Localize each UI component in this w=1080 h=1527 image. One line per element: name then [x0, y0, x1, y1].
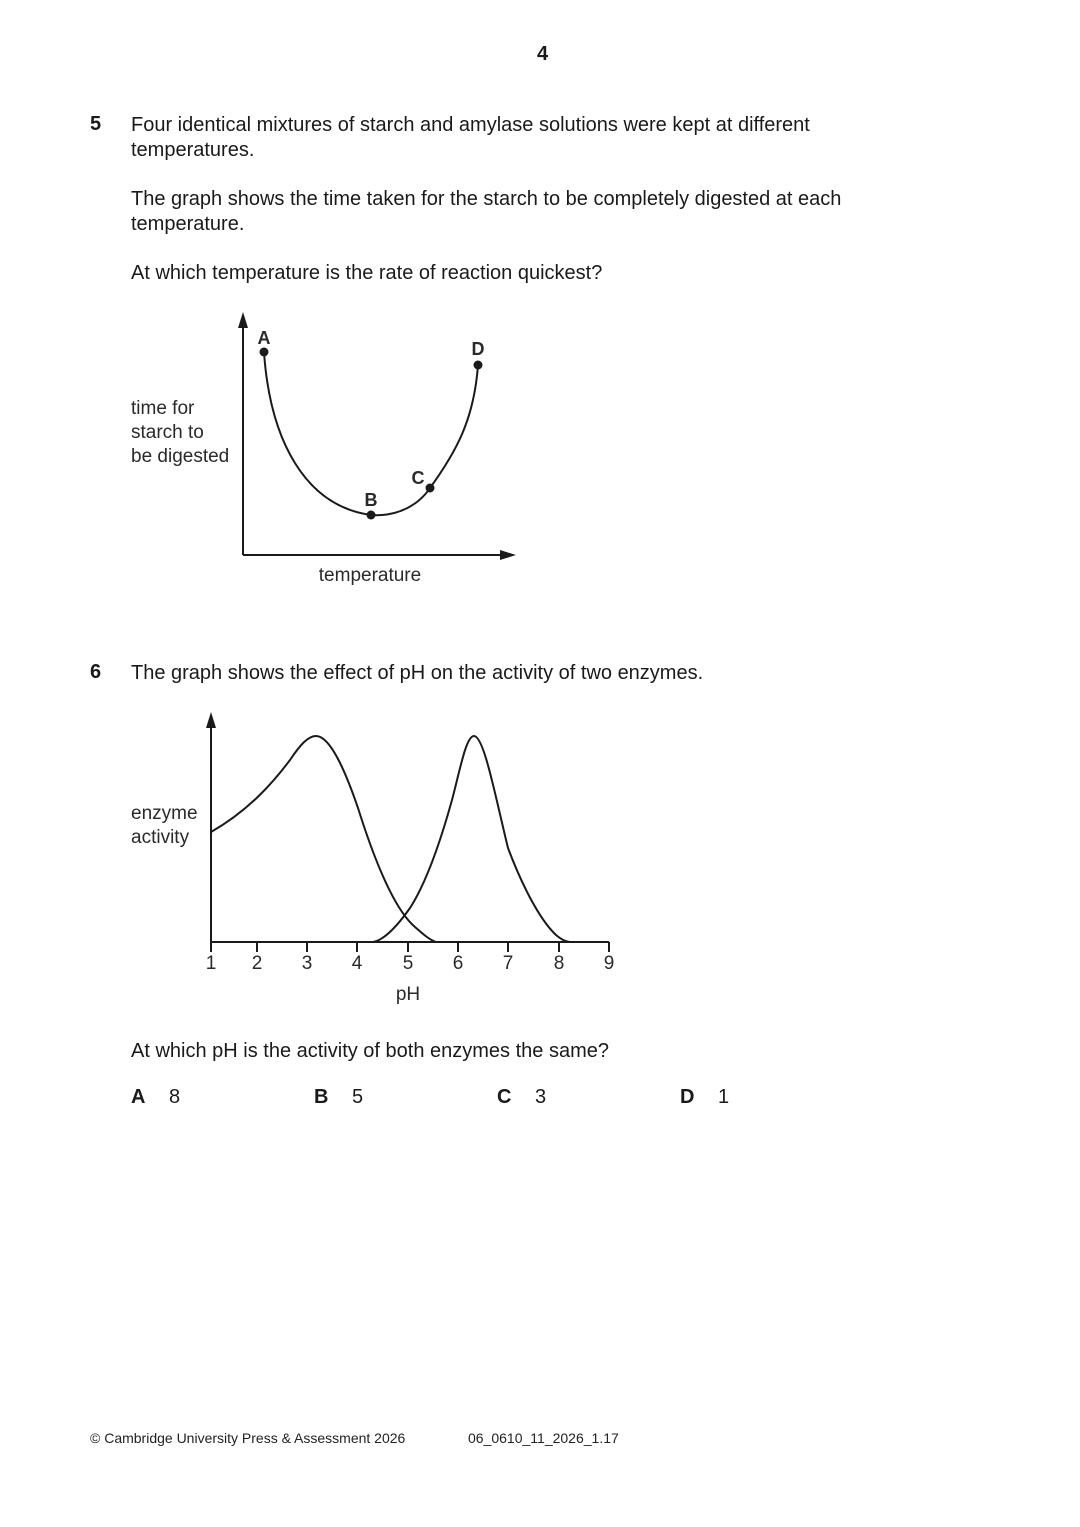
- q6-y-axis-label-line: activity: [131, 827, 190, 848]
- option-b: [314, 1086, 363, 1109]
- q6-x-tick-label: 1: [205, 953, 217, 974]
- q6-x-tick-label: 4: [351, 953, 363, 974]
- q5-y-axis-label-line: time for: [131, 398, 195, 419]
- q6-x-tick-label: 5: [402, 953, 414, 974]
- q6-x-axis-label: pH: [395, 984, 421, 1005]
- option-a: [131, 1086, 180, 1109]
- option-c-letter: C: [497, 1086, 512, 1108]
- q6-x-tick-label: 8: [553, 953, 565, 974]
- question-5-intro: Four identical mixtures of starch and amylase solutions were kept at different temperatures.: [131, 114, 810, 161]
- q6-y-axis-label-line: enzyme: [131, 803, 198, 824]
- q5-point-c: [426, 484, 435, 493]
- option-d-letter: D: [680, 1086, 695, 1108]
- option-c: [497, 1086, 546, 1109]
- q6-x-tick-label: 2: [251, 953, 263, 974]
- option-c-value: 3: [535, 1086, 547, 1108]
- q6-x-tick-label: 7: [502, 953, 514, 974]
- page-number: 4: [536, 43, 549, 65]
- q6-x-tick-label: 9: [603, 953, 615, 974]
- q5-point-a: [260, 348, 269, 357]
- option-d-value: 1: [718, 1086, 730, 1108]
- q6-x-tick-label: 3: [301, 953, 313, 974]
- question-5-graph-description: The graph shows the time taken for the starch to be completely digested at each temperature.: [131, 188, 842, 235]
- question-5-number: 5: [90, 113, 102, 135]
- q5-point-d: [474, 361, 483, 370]
- q6-enzyme-curve-1: [211, 736, 436, 942]
- q6-y-axis-arrow: [206, 712, 216, 728]
- footer-copyright: © Cambridge University Press & Assessment 2026: [90, 1430, 406, 1446]
- option-b-letter: B: [314, 1086, 329, 1108]
- q5-y-axis-label-line: starch to: [131, 422, 204, 443]
- q5-point-c-label: C: [411, 468, 425, 488]
- q5-point-a-label: A: [257, 328, 271, 348]
- question-5-prompt: At which temperature is the rate of reaction quickest?: [131, 262, 603, 284]
- option-b-value: 5: [352, 1086, 364, 1108]
- option-d: [680, 1086, 729, 1109]
- q5-point-b: [367, 511, 376, 520]
- question-6-intro: The graph shows the effect of pH on the activity of two enzymes.: [131, 662, 704, 684]
- q5-y-axis-arrow: [238, 312, 248, 328]
- q5-point-d-label: D: [471, 339, 485, 359]
- q6-enzyme-curve-2: [373, 736, 572, 942]
- q5-y-axis-label-line: be digested: [131, 446, 230, 467]
- option-a-value: 8: [169, 1086, 181, 1108]
- q6-x-ticks: [211, 942, 609, 952]
- q5-x-axis-label: temperature: [318, 565, 422, 586]
- q6-x-tick-label: 6: [452, 953, 464, 974]
- q6-x-tick-labels: [206, 953, 615, 974]
- option-a-letter: A: [131, 1086, 146, 1108]
- question-6-prompt: At which pH is the activity of both enzymes the same?: [131, 1040, 609, 1062]
- q6-y-axis-label: [131, 802, 198, 850]
- q5-x-axis-arrow: [500, 550, 516, 560]
- footer-code: 06_0610_11_2026_1.17: [468, 1430, 619, 1446]
- question-6-number: 6: [90, 661, 102, 683]
- q5-point-b-label: B: [364, 490, 378, 510]
